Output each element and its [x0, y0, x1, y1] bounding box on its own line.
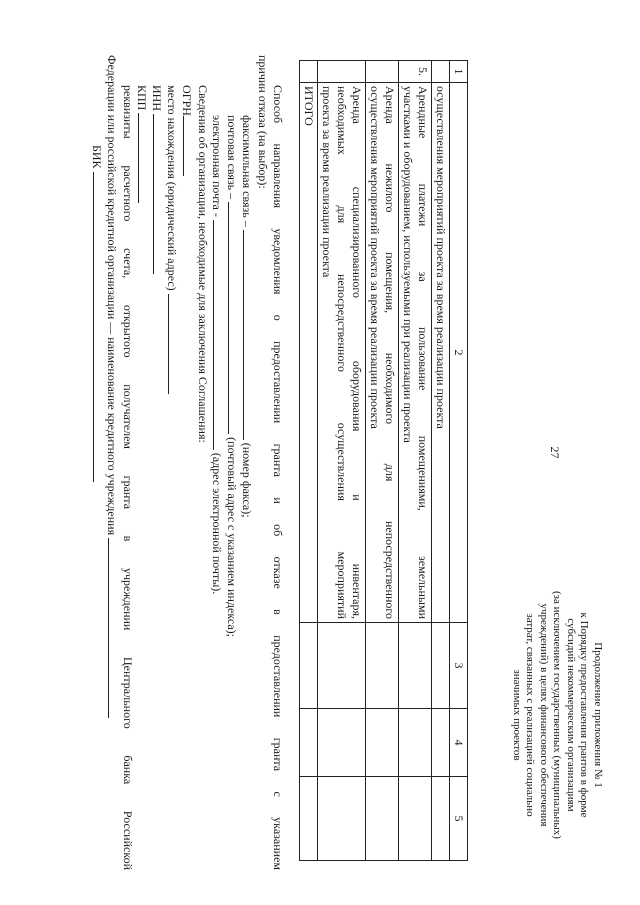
budget-table — [299, 60, 468, 861]
fax-label: факсимильная связь – — [240, 115, 254, 227]
description-line: Аренда нежилого помещения, необходимого для непосредственного — [383, 86, 397, 619]
bank-name-input-line[interactable] — [108, 538, 120, 718]
location-line — [165, 55, 180, 870]
appendix-header-line: затрат, связанных с реализацией социально — [524, 613, 537, 817]
post-line — [225, 55, 240, 870]
fax-hint: (номер факса); — [240, 442, 254, 518]
ogrn-input-line[interactable] — [183, 116, 195, 176]
table-row-total — [300, 61, 318, 861]
ogrn-label: ОГРН — [180, 85, 194, 116]
kpp-label: КПП — [135, 85, 149, 111]
post-label: почтовая связь – — [225, 115, 239, 200]
cell-amount — [300, 623, 318, 709]
cell-amount — [318, 623, 366, 709]
row-number — [300, 61, 318, 83]
column-header: 1 — [450, 61, 468, 83]
email-input-line[interactable] — [213, 220, 225, 450]
row-description — [399, 83, 432, 623]
appendix-header-line: субсидий некоммерческим организациям — [565, 618, 577, 812]
row-description — [318, 83, 366, 623]
description-line: осуществления мероприятий проекта за время реализации проекта — [434, 86, 448, 429]
cell-amount — [399, 709, 432, 777]
total-label: ИТОГО — [302, 86, 316, 126]
email-hint: (адрес электронной почты). — [210, 452, 224, 595]
post-hint: (почтовый адрес с указанием индекса); — [225, 437, 239, 637]
cell-amount — [432, 709, 450, 777]
row-number — [366, 61, 399, 83]
table-row — [399, 61, 432, 861]
bank-name-label: Федерации или российской кредитной организации — наименование кредитного учреждения — [105, 55, 119, 536]
bik-label: БИК — [90, 145, 104, 169]
row-number — [432, 61, 450, 83]
email-line — [210, 55, 225, 870]
cell-amount — [432, 623, 450, 709]
inn-label: ИНН — [150, 85, 164, 111]
cell-amount — [399, 777, 432, 861]
appendix-header-line: значимых проектов — [511, 669, 523, 761]
row-description — [366, 83, 399, 623]
kpp-input-line[interactable] — [138, 113, 150, 203]
fax-input-line[interactable] — [243, 230, 255, 440]
location-input-line[interactable] — [168, 294, 180, 394]
cell-amount — [300, 777, 318, 861]
row-number: 5. — [399, 61, 432, 83]
bank-details: реквизиты расчетного счета, открытого получателем гранта в учреждении Центрального банка Российской — [121, 85, 135, 870]
row-number — [318, 61, 366, 83]
cell-amount — [366, 623, 399, 709]
appendix-header-line: Продолжение приложения № 1 — [592, 642, 604, 788]
table-row — [432, 61, 450, 861]
row-description — [300, 83, 318, 623]
description-line: необходимых для непосредственного осуществления мероприятий — [335, 86, 349, 619]
location-label: место нахождения (юридический адрес) — [165, 85, 179, 291]
cell-amount — [366, 709, 399, 777]
cell-amount — [318, 709, 366, 777]
email-label: электронная почта - — [210, 115, 224, 217]
ogrn-line — [180, 55, 195, 870]
post-input-line[interactable] — [228, 202, 240, 434]
table-row — [318, 61, 366, 861]
description-line: Аренда специализированного оборудования и инвентаря, — [350, 86, 364, 619]
description-line: проекта за время реализации проекта — [320, 86, 334, 278]
description-line: осуществления мероприятий проекта за время реализации проекта — [368, 86, 382, 429]
description-line: Арендные платежи за пользование помещениями, земельными — [416, 86, 430, 619]
bik-input-line[interactable] — [93, 172, 105, 482]
cell-amount — [366, 777, 399, 861]
description-line: участками и оборудованием, используемыми при реализации проекта — [401, 86, 415, 443]
table-row — [366, 61, 399, 861]
appendix-header-line: учреждений) в целях финансового обеспечения — [538, 603, 550, 827]
notification-intro: Способ направления уведомления о предоставлении гранта и об отказе в предоставлении гранта с указанием — [271, 85, 285, 870]
inn-line — [150, 55, 165, 870]
page-number: 27 — [548, 446, 562, 459]
cell-amount — [300, 709, 318, 777]
org-details-heading: Сведения об организации, необходимые для заключения Соглашения: — [196, 85, 210, 443]
kpp-line — [135, 55, 150, 870]
appendix-header-line: (за исключением государственных (муниципальных) — [551, 591, 564, 839]
column-header: 3 — [450, 623, 468, 709]
bank-details-continued — [105, 55, 120, 870]
cell-amount — [432, 777, 450, 861]
bik-line — [90, 55, 105, 870]
appendix-header-line: к Порядку предоставления грантов в форме — [578, 612, 591, 818]
form-body — [90, 55, 285, 870]
inn-input-line[interactable] — [153, 114, 165, 274]
notification-intro-continued: причин отказа (на выбор): — [256, 55, 270, 189]
column-header: 5 — [450, 777, 468, 861]
row-description — [432, 83, 450, 623]
cell-amount — [399, 623, 432, 709]
column-header: 2 — [450, 83, 468, 623]
appendix-header — [510, 525, 605, 905]
fax-line — [240, 55, 255, 870]
cell-amount — [318, 777, 366, 861]
column-header: 4 — [450, 709, 468, 777]
table-header-row — [450, 61, 468, 861]
